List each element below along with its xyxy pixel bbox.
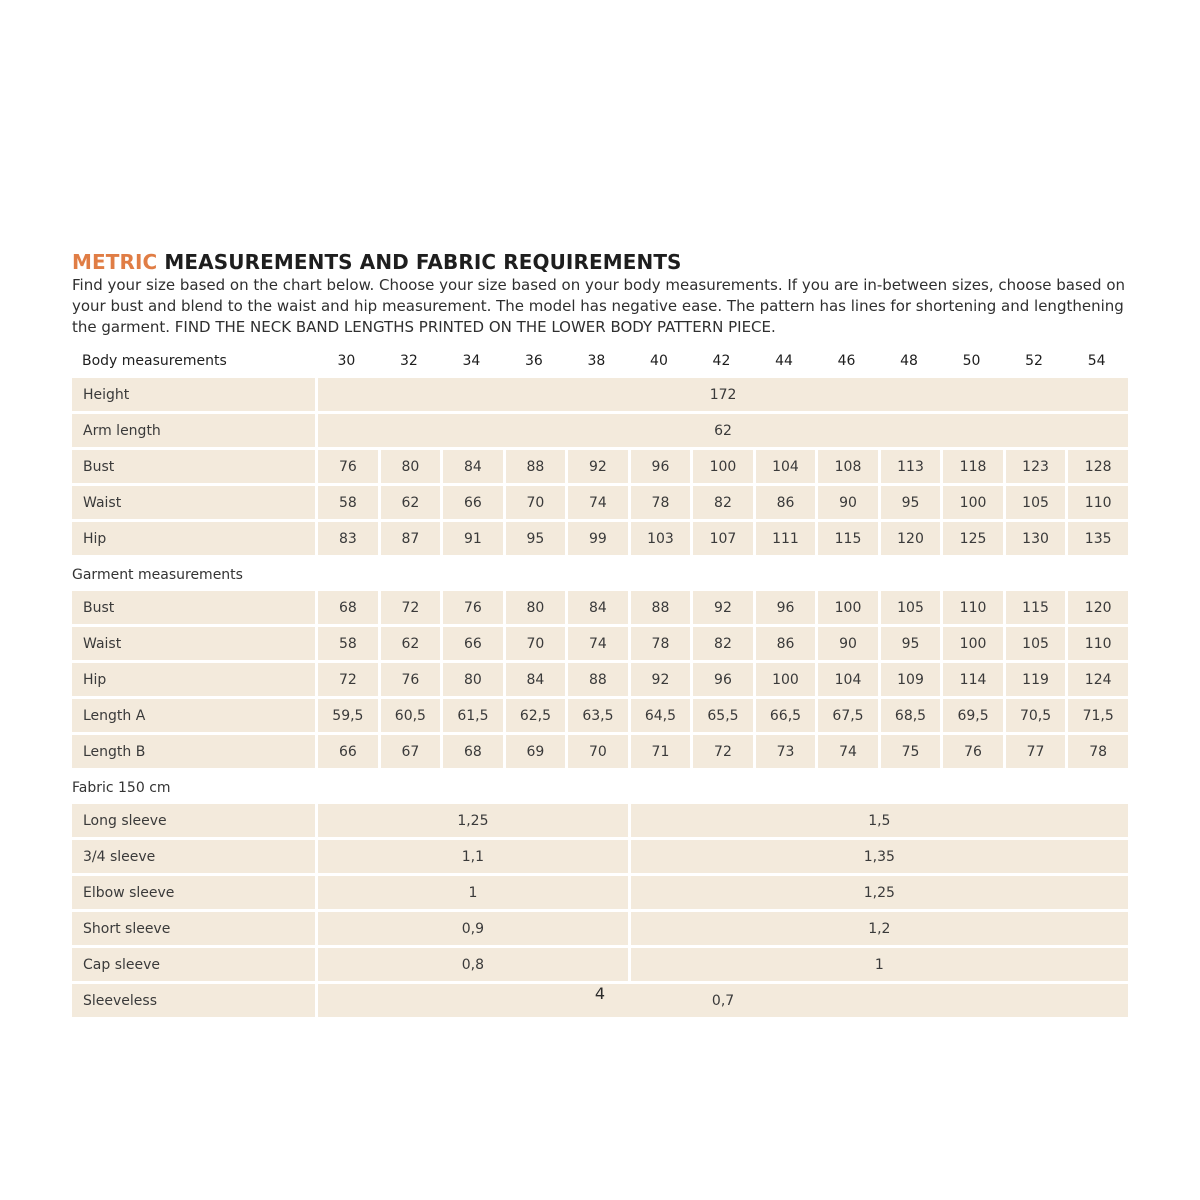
value-cell: 90 (815, 627, 878, 663)
value-cell: 78 (628, 627, 691, 663)
value-cell: 58 (315, 627, 378, 663)
value-cell: 76 (378, 663, 441, 699)
value-cell: 90 (815, 486, 878, 522)
value-cell: 76 (315, 450, 378, 486)
value-cell: 66,5 (753, 699, 816, 735)
value-cell: 83 (315, 522, 378, 558)
value-cell: 78 (1065, 735, 1128, 771)
size-header-cell: 32 (399, 353, 418, 369)
value-cell: 120 (1065, 591, 1128, 627)
value-cell: 63,5 (565, 699, 628, 735)
value-cell: 70 (503, 486, 566, 522)
row-label: Cap sleeve (72, 948, 315, 984)
value-cell: 69,5 (940, 699, 1003, 735)
value-cell: 1,35 (628, 840, 1128, 876)
value-cell: 128 (1065, 450, 1128, 486)
page-title (72, 250, 1128, 274)
row-label: Sleeveless (72, 984, 315, 1020)
value-cell: 1,2 (628, 912, 1128, 948)
value-cell: 118 (940, 450, 1003, 486)
value-cell: 105 (1003, 486, 1066, 522)
value-cell: 172 (315, 378, 1128, 414)
section-title: Fabric 150 cm (72, 779, 171, 796)
value-cell: 105 (878, 591, 941, 627)
row-label: Short sleeve (72, 912, 315, 948)
value-cell: 74 (815, 735, 878, 771)
value-cell: 96 (628, 450, 691, 486)
table-row (72, 699, 1128, 735)
section-title: Body measurements (82, 353, 227, 369)
table-row (72, 912, 1128, 948)
value-cell: 65,5 (690, 699, 753, 735)
size-header-cell: 54 (1087, 353, 1106, 369)
value-cell: 72 (315, 663, 378, 699)
value-cell: 70 (503, 627, 566, 663)
value-cell: 109 (878, 663, 941, 699)
value-cell: 104 (815, 663, 878, 699)
value-cell: 68 (440, 735, 503, 771)
value-cell: 103 (628, 522, 691, 558)
value-cell: 84 (440, 450, 503, 486)
document (72, 250, 1128, 1020)
size-header-cell: 34 (462, 353, 481, 369)
value-cell: 87 (378, 522, 441, 558)
value-cell: 115 (1003, 591, 1066, 627)
row-label: Hip (72, 522, 315, 558)
value-cell: 120 (878, 522, 941, 558)
value-cell: 92 (628, 663, 691, 699)
row-label: Hip (72, 663, 315, 699)
row-label: Length A (72, 699, 315, 735)
value-cell: 71,5 (1065, 699, 1128, 735)
value-cell: 88 (565, 663, 628, 699)
value-cell: 70,5 (1003, 699, 1066, 735)
value-cell: 104 (753, 450, 816, 486)
size-header-cell: 52 (1025, 353, 1043, 369)
size-header-cell: 48 (900, 353, 918, 369)
value-cell: 96 (690, 663, 753, 699)
value-cell: 82 (690, 627, 753, 663)
value-cell: 95 (878, 627, 941, 663)
table-row (72, 591, 1128, 627)
value-cell: 80 (440, 663, 503, 699)
value-cell: 95 (503, 522, 566, 558)
value-cell: 1 (628, 948, 1128, 984)
value-cell: 0,7 (315, 984, 1128, 1020)
table-row (72, 663, 1128, 699)
value-cell: 84 (503, 663, 566, 699)
value-cell: 76 (440, 591, 503, 627)
title-rest: MEASUREMENTS AND FABRIC REQUIREMENTS (157, 250, 682, 274)
section-title: Garment measurements (72, 566, 243, 583)
value-cell: 110 (1065, 486, 1128, 522)
value-cell: 72 (690, 735, 753, 771)
row-label: Arm length (72, 414, 315, 450)
value-cell: 100 (690, 450, 753, 486)
value-cell: 84 (565, 591, 628, 627)
table-row (72, 876, 1128, 912)
value-cell: 75 (878, 735, 941, 771)
value-cell: 124 (1065, 663, 1128, 699)
value-cell: 1,5 (628, 804, 1128, 840)
value-cell: 73 (753, 735, 816, 771)
value-cell: 62 (378, 627, 441, 663)
size-header-cell: 40 (650, 353, 668, 369)
value-cell: 61,5 (440, 699, 503, 735)
value-cell: 111 (753, 522, 816, 558)
value-cell: 107 (690, 522, 753, 558)
table-row (72, 840, 1128, 876)
value-cell: 1,25 (315, 804, 628, 840)
row-label: Bust (72, 591, 315, 627)
table-row (72, 486, 1128, 522)
value-cell: 92 (565, 450, 628, 486)
title-accent: METRIC (72, 250, 158, 274)
value-cell: 62 (315, 414, 1128, 450)
value-cell: 95 (878, 486, 941, 522)
row-label: Length B (72, 735, 315, 771)
value-cell: 76 (940, 735, 1003, 771)
table-row (72, 627, 1128, 663)
table-row (72, 948, 1128, 984)
value-cell: 80 (378, 450, 441, 486)
value-cell: 60,5 (378, 699, 441, 735)
size-header-cell: 50 (962, 353, 981, 369)
value-cell: 105 (1003, 627, 1066, 663)
value-cell: 70 (565, 735, 628, 771)
value-cell: 108 (815, 450, 878, 486)
value-cell: 78 (628, 486, 691, 522)
section-heading-row (72, 771, 1128, 804)
value-cell: 1,1 (315, 840, 628, 876)
value-cell: 110 (1065, 627, 1128, 663)
table-row (72, 378, 1128, 414)
value-cell: 125 (940, 522, 1003, 558)
value-cell: 1,25 (628, 876, 1128, 912)
table-row (72, 450, 1128, 486)
value-cell: 74 (565, 486, 628, 522)
value-cell: 68 (315, 591, 378, 627)
table-row (72, 735, 1128, 771)
value-cell: 64,5 (628, 699, 691, 735)
value-cell: 100 (815, 591, 878, 627)
value-cell: 74 (565, 627, 628, 663)
value-cell: 86 (753, 486, 816, 522)
row-label: 3/4 sleeve (72, 840, 315, 876)
value-cell: 80 (503, 591, 566, 627)
size-header-cell: 38 (587, 353, 606, 369)
value-cell: 113 (878, 450, 941, 486)
value-cell: 66 (315, 735, 378, 771)
value-cell: 86 (753, 627, 816, 663)
value-cell: 82 (690, 486, 753, 522)
value-cell: 67 (378, 735, 441, 771)
value-cell: 88 (503, 450, 566, 486)
value-cell: 92 (690, 591, 753, 627)
value-cell: 115 (815, 522, 878, 558)
row-label: Waist (72, 627, 315, 663)
value-cell: 58 (315, 486, 378, 522)
value-cell: 100 (940, 627, 1003, 663)
size-header-cell: 30 (337, 353, 356, 369)
table-row (72, 522, 1128, 558)
value-cell: 77 (1003, 735, 1066, 771)
value-cell: 62 (378, 486, 441, 522)
value-cell: 99 (565, 522, 628, 558)
page-number: 4 (594, 984, 606, 1003)
value-cell: 88 (628, 591, 691, 627)
value-cell: 66 (440, 627, 503, 663)
row-label: Bust (72, 450, 315, 486)
measurements-table (72, 344, 1128, 1020)
value-cell: 66 (440, 486, 503, 522)
value-cell: 100 (940, 486, 1003, 522)
value-cell: 123 (1003, 450, 1066, 486)
section-heading-row (72, 558, 1128, 591)
row-label: Long sleeve (72, 804, 315, 840)
value-cell: 0,8 (315, 948, 628, 984)
value-cell: 91 (440, 522, 503, 558)
value-cell: 59,5 (315, 699, 378, 735)
value-cell: 62,5 (503, 699, 566, 735)
value-cell: 67,5 (815, 699, 878, 735)
value-cell: 1 (315, 876, 628, 912)
table-row (72, 804, 1128, 840)
size-header-cell: 46 (837, 353, 856, 369)
size-header-cell: 36 (525, 353, 543, 369)
value-cell: 68,5 (878, 699, 941, 735)
value-cell: 72 (378, 591, 441, 627)
value-cell: 96 (753, 591, 816, 627)
size-header-cell: 42 (712, 353, 731, 369)
value-cell: 110 (940, 591, 1003, 627)
row-label: Elbow sleeve (72, 876, 315, 912)
value-cell: 71 (628, 735, 691, 771)
table-row (72, 414, 1128, 450)
value-cell: 100 (753, 663, 816, 699)
intro-text: Find your size based on the chart below. Choose your size based on your body measurements. If you are in-between sizes, choose based on your bust and blend to the waist and hip measurement. The model has negative ease. The pattern has lines for shortening and lengthening the garment. FIND THE NECK BAND LENGTHS PRINTED ON THE LOWER BODY PATTERN PIECE. (72, 276, 1126, 336)
value-cell: 130 (1003, 522, 1066, 558)
value-cell: 0,9 (315, 912, 628, 948)
size-header-cell: 44 (775, 353, 793, 369)
size-header-row (72, 344, 1128, 378)
value-cell: 69 (503, 735, 566, 771)
row-label: Height (72, 378, 315, 414)
row-label: Waist (72, 486, 315, 522)
value-cell: 119 (1003, 663, 1066, 699)
value-cell: 135 (1065, 522, 1128, 558)
value-cell: 114 (940, 663, 1003, 699)
